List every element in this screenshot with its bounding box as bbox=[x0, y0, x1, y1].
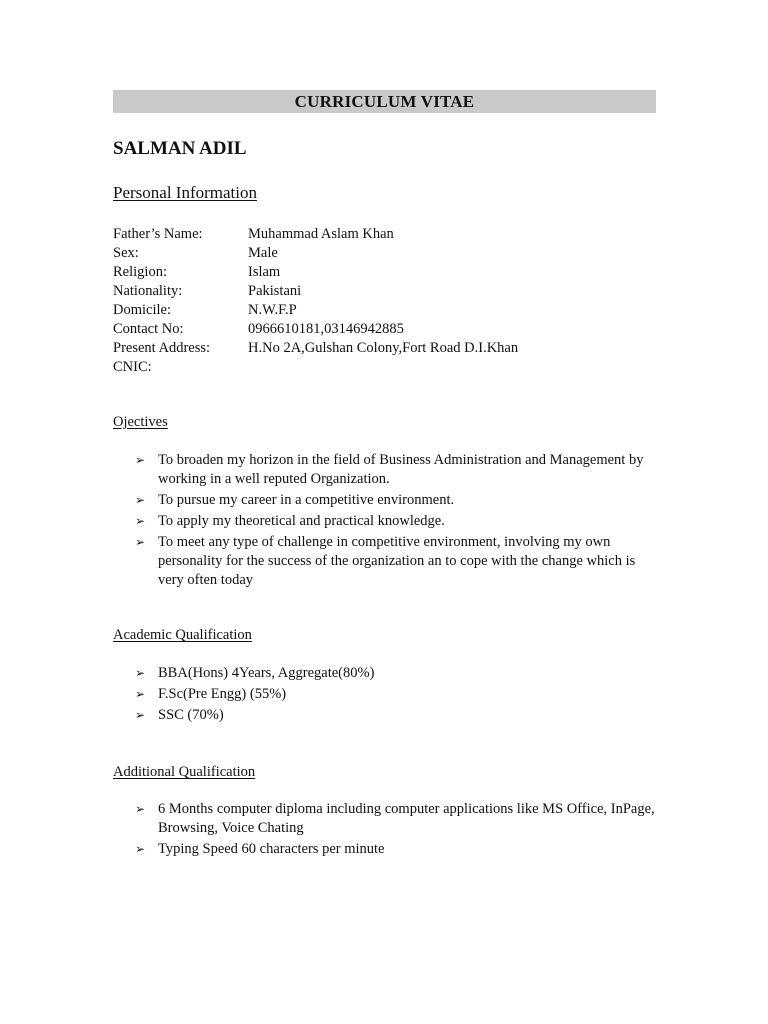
arrow-bullet-icon: ➢ bbox=[135, 535, 146, 549]
nationality-row bbox=[113, 282, 633, 301]
objective-text: To broaden my horizon in the field of Business Administration and Management by working in a well reputed Organization. bbox=[158, 452, 644, 487]
domicile-value: N.W.F.P bbox=[248, 302, 297, 318]
academic-qualification-heading: Academic Qualification bbox=[113, 627, 252, 643]
list-item bbox=[135, 512, 655, 531]
objective-text: To apply my theoretical and practical knowledge. bbox=[158, 513, 445, 529]
objectives-list bbox=[135, 451, 655, 592]
nationality-value: Pakistani bbox=[248, 283, 302, 299]
contact-row bbox=[113, 320, 633, 339]
objectives-heading: Ojectives bbox=[113, 414, 168, 430]
domicile-row bbox=[113, 301, 633, 320]
contact-value: 0966610181,03146942885 bbox=[248, 321, 404, 337]
personal-information-heading: Personal Information bbox=[113, 183, 257, 202]
arrow-bullet-icon: ➢ bbox=[135, 842, 146, 856]
father-name-row bbox=[113, 225, 633, 244]
sex-row bbox=[113, 244, 633, 263]
list-item bbox=[135, 491, 655, 510]
cnic-row bbox=[113, 358, 633, 377]
religion-row bbox=[113, 263, 633, 282]
sex-value: Male bbox=[248, 245, 278, 261]
list-item bbox=[135, 451, 655, 489]
personal-info-table bbox=[113, 225, 633, 377]
list-item bbox=[135, 533, 655, 590]
academic-text: F.Sc(Pre Engg) (55%) bbox=[158, 686, 287, 702]
cnic-label: CNIC: bbox=[113, 359, 152, 375]
academic-text: BBA(Hons) 4Years, Aggregate(80%) bbox=[158, 665, 375, 681]
list-item bbox=[135, 706, 655, 725]
domicile-label: Domicile: bbox=[113, 302, 171, 318]
list-item bbox=[135, 685, 655, 704]
arrow-bullet-icon: ➢ bbox=[135, 453, 146, 467]
list-item bbox=[135, 664, 655, 683]
additional-list bbox=[135, 800, 655, 861]
academic-list bbox=[135, 664, 655, 727]
academic-text: SSC (70%) bbox=[158, 707, 224, 723]
father-name-value: Muhammad Aslam Khan bbox=[248, 226, 394, 242]
address-value: H.No 2A,Gulshan Colony,Fort Road D.I.Khan bbox=[248, 340, 519, 356]
additional-qualification-heading: Additional Qualification bbox=[113, 764, 256, 780]
address-label: Present Address: bbox=[113, 340, 211, 356]
religion-value: Islam bbox=[248, 264, 281, 280]
address-row bbox=[113, 339, 633, 358]
arrow-bullet-icon: ➢ bbox=[135, 514, 146, 528]
father-name-label: Father’s Name: bbox=[113, 226, 203, 242]
nationality-label: Nationality: bbox=[113, 283, 183, 299]
contact-label: Contact No: bbox=[113, 321, 184, 337]
arrow-bullet-icon: ➢ bbox=[135, 493, 146, 507]
candidate-name: SALMAN ADIL bbox=[113, 138, 247, 159]
sex-label: Sex: bbox=[113, 245, 139, 261]
document-title: CURRICULUM VITAE bbox=[113, 90, 656, 113]
list-item bbox=[135, 800, 655, 838]
objective-text: To meet any type of challenge in competitive environment, involving my own personality for the success of the organization an to cope with the change which is very often today bbox=[158, 534, 636, 588]
arrow-bullet-icon: ➢ bbox=[135, 687, 146, 701]
arrow-bullet-icon: ➢ bbox=[135, 708, 146, 722]
list-item bbox=[135, 840, 655, 859]
additional-text: 6 Months computer diploma including computer applications like MS Office, InPage, Browsing, Voice Chating bbox=[158, 801, 655, 836]
objective-text: To pursue my career in a competitive environment. bbox=[158, 492, 455, 508]
additional-text: Typing Speed 60 characters per minute bbox=[158, 841, 385, 857]
religion-label: Religion: bbox=[113, 264, 167, 280]
arrow-bullet-icon: ➢ bbox=[135, 802, 146, 816]
arrow-bullet-icon: ➢ bbox=[135, 666, 146, 680]
